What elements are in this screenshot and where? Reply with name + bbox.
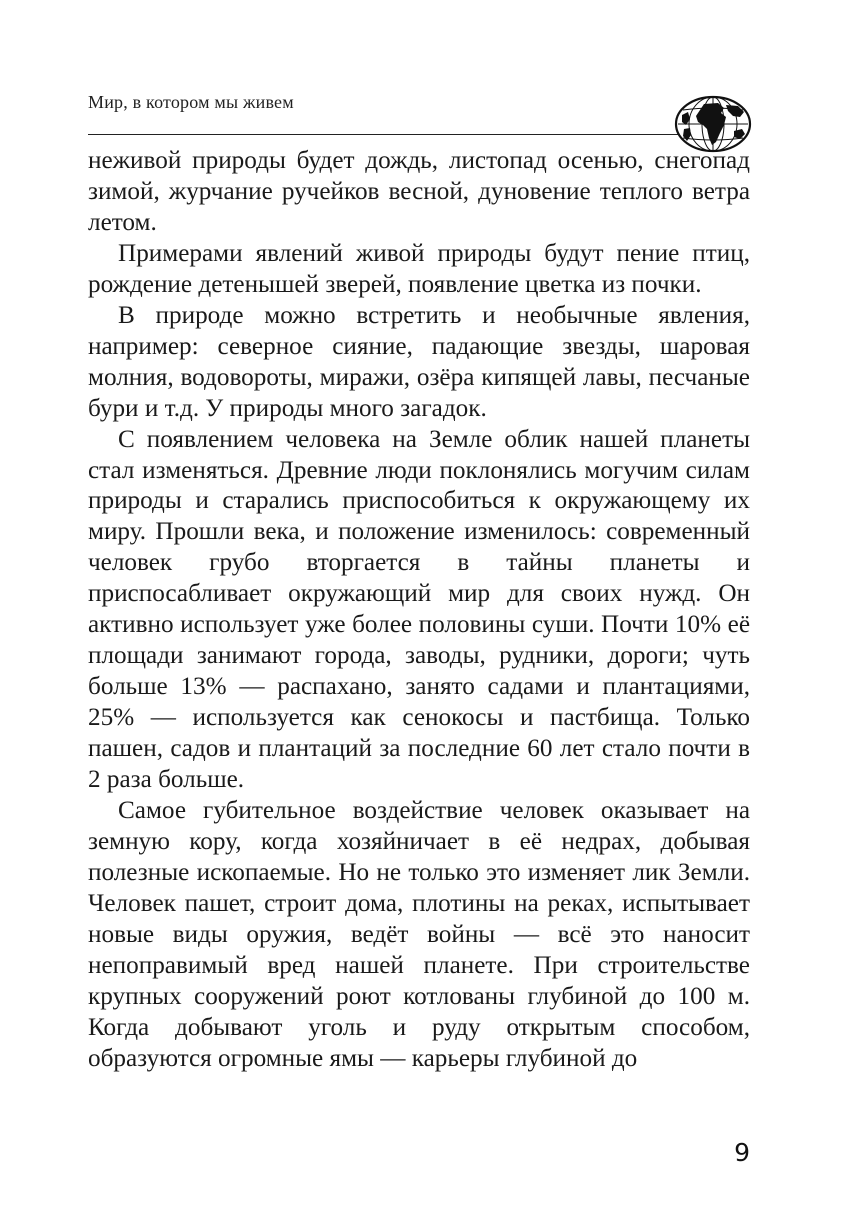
paragraph: Самое губительное воздействие человек оказывает на земную кору, когда хозяйничает в её недрах, добывая полезные ископаемые. Но не только это изменяет лик Земли. Человек пашет, строит дома, плотины на реках, испытывает новые виды оружия, ведёт войны — всё это наносит непоправимый вред нашей планете. При строительстве крупных сооружений роют котлованы глубиной до 100 м. Когда добывают уголь и руду открытым способом, образуются огромные ямы — карьеры глубиной до (88, 797, 750, 1072)
body-text (88, 146, 750, 1075)
globe-icon (674, 95, 752, 153)
header-rule (88, 134, 678, 135)
paragraph: Примерами явлений живой природы будут пение птиц, рождение детенышей зверей, появление цветка из почки. (88, 239, 750, 298)
paragraph: С появлением человека на Земле облик нашей планеты стал изменяться. Древние люди поклонялись могучим силам природы и старались приспособиться к окружающему их миру. Прошли века, и положение изменилось: современный человек грубо вторгается в тайны планеты и приспосабливает окружающий мир для своих нужд. Он активно использует уже более половины суши. Почти 10% её площади занимают города, заводы, рудники, дороги; чуть больше 13% — распахано, занято садами и плантациями, 25% — используется как сенокосы и пастбища. Только пашен, садов и плантаций за последние 60 лет стало почти в 2 раза больше. (88, 425, 750, 794)
paragraph: В природе можно встретить и необычные явления, например: северное сияние, падающие звезды, шаровая молния, водовороты, миражи, озёра кипящей лавы, песчаные бури и т.д. У природы много загадок. (88, 301, 750, 422)
running-header: Мир, в котором мы живем (88, 92, 294, 112)
page-number: 9 (734, 1138, 750, 1167)
paragraph-continued: неживой природы будет дождь, листопад осенью, снегопад зимой, журчание ручейков весной, дуновение теплого ветра летом. (88, 147, 750, 236)
